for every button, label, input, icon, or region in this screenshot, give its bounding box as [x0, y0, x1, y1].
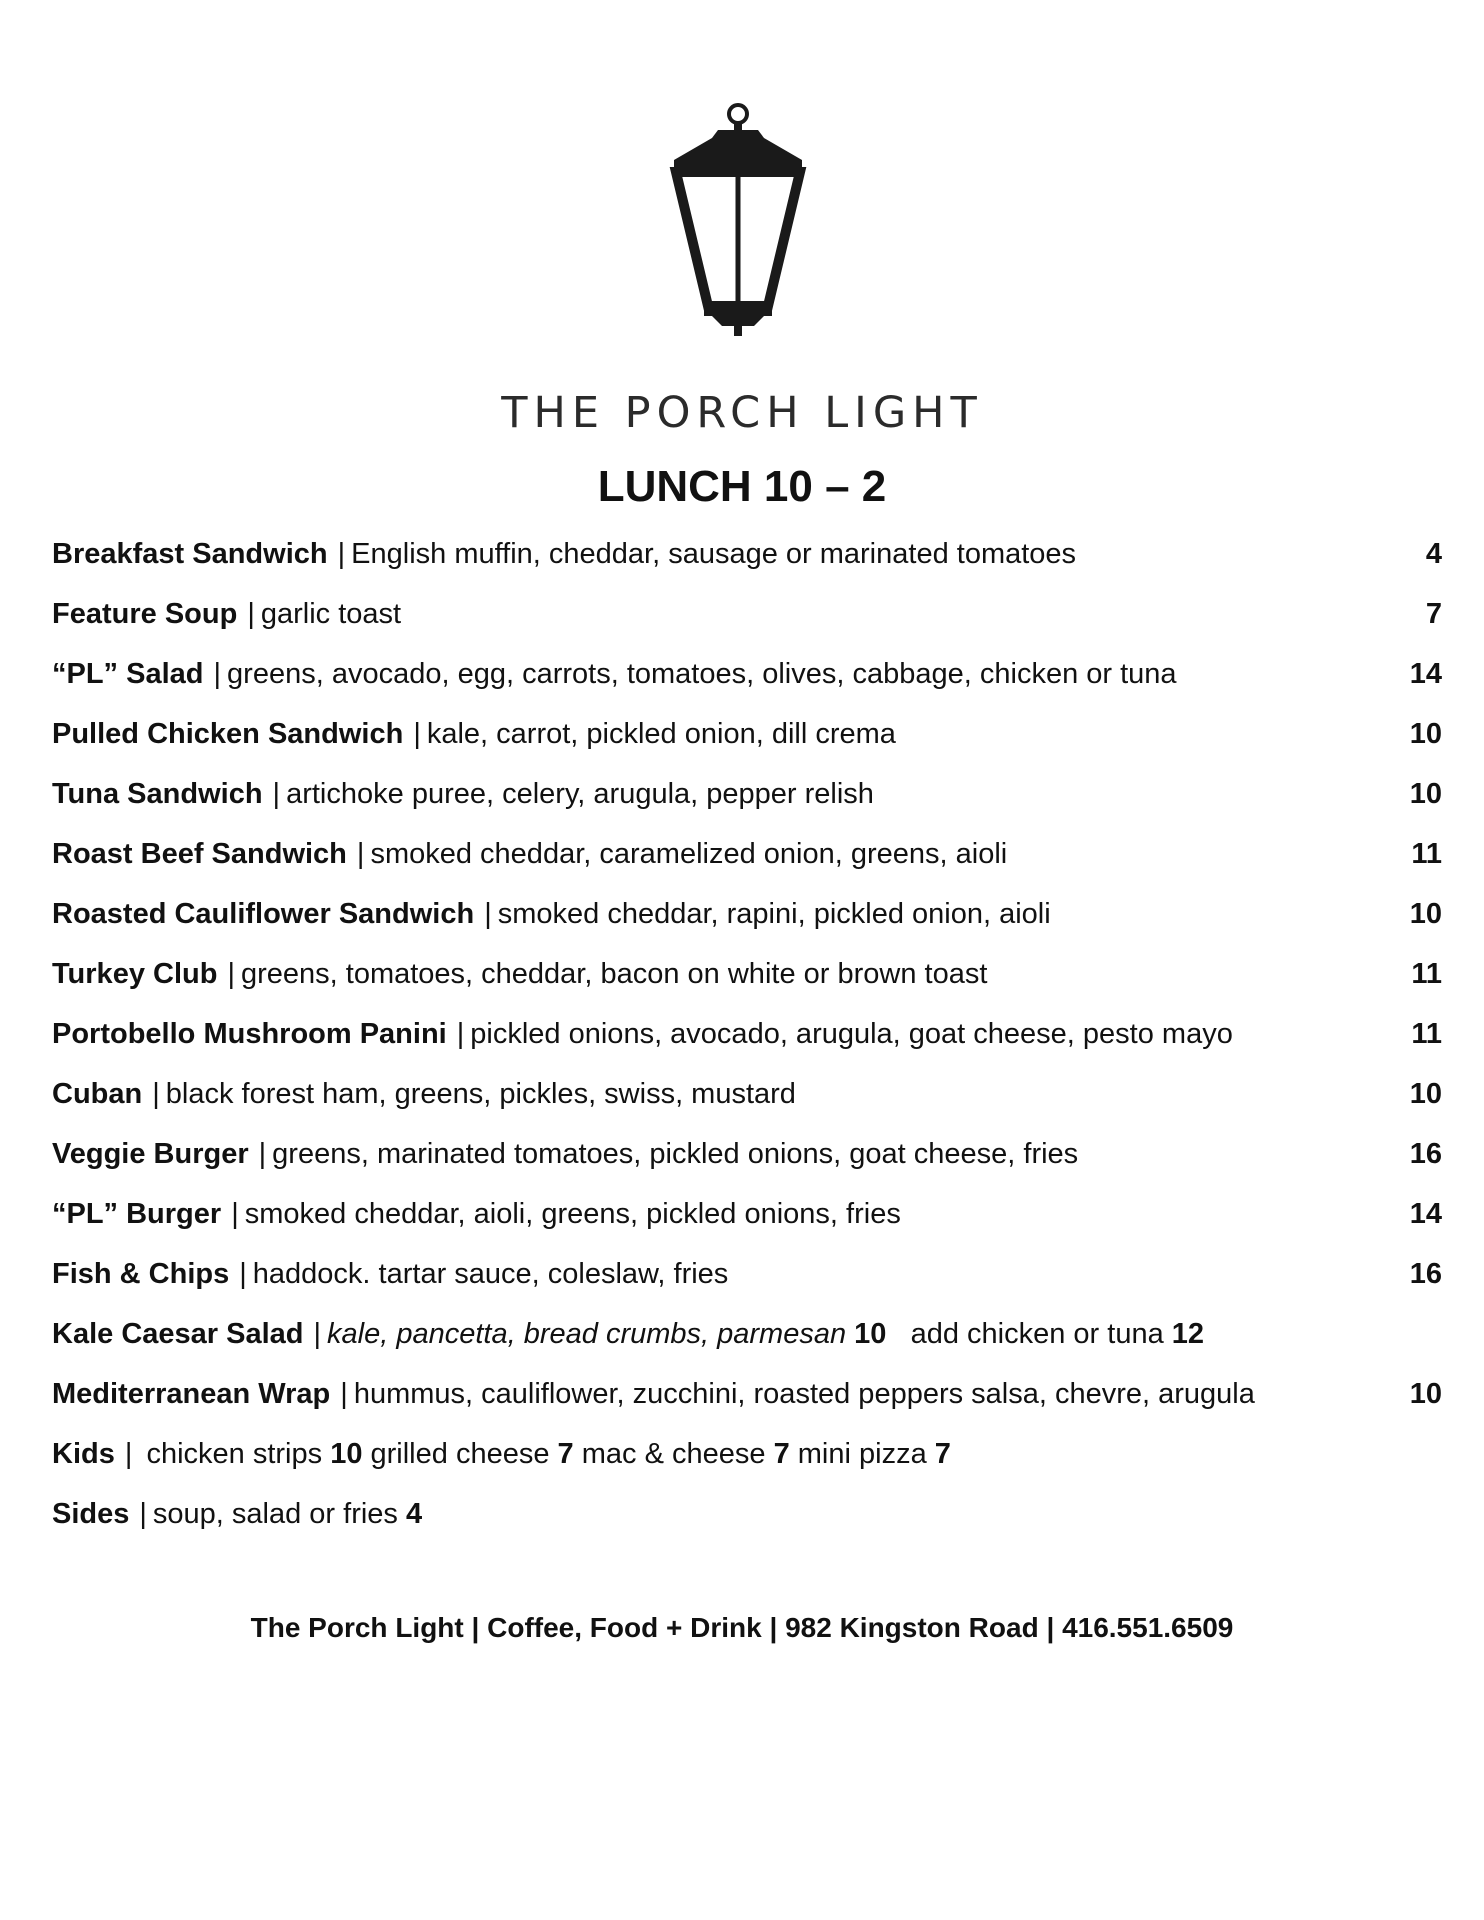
item-description: English muffin, cheddar, sausage or marinated tomatoes	[351, 538, 1077, 570]
item-price: 11	[1411, 958, 1442, 990]
kids-option-price: 7	[557, 1438, 574, 1470]
item-separator: |	[456, 1018, 465, 1050]
menu-item	[52, 832, 1442, 892]
item-price: 4	[406, 1498, 423, 1530]
item-description: soup, salad or fries	[152, 1498, 398, 1530]
item-description: garlic toast	[260, 598, 402, 630]
item-description: black forest ham, greens, pickles, swiss, mustard	[165, 1078, 796, 1110]
item-description: haddock. tartar sauce, coleslaw, fries	[252, 1258, 729, 1290]
item-price: 10	[1409, 898, 1442, 930]
item-price: 11	[1411, 1018, 1442, 1050]
footer-contact: The Porch Light | Coffee, Food + Drink | 982 Kingston Road | 416.551.6509	[250, 1612, 1234, 1643]
item-name: Veggie Burger	[52, 1138, 249, 1170]
menu-item	[52, 592, 1442, 652]
kids-option: chicken strips	[146, 1438, 323, 1470]
menu-item	[52, 892, 1442, 952]
menu-item	[52, 1132, 1442, 1192]
item-description: greens, tomatoes, cheddar, bacon on white or brown toast	[240, 958, 988, 990]
menu-item-kids	[52, 1432, 1442, 1492]
menu-item-kale-caesar	[52, 1312, 1442, 1372]
item-price: 14	[1409, 1198, 1442, 1230]
item-price: 4	[1425, 538, 1442, 570]
menu-list	[52, 532, 1442, 1552]
kids-option-price: 7	[934, 1438, 951, 1470]
item-price: 11	[1411, 838, 1442, 870]
item-separator: |	[247, 598, 255, 630]
item-description: smoked cheddar, aioli, greens, pickled onions, fries	[244, 1198, 901, 1230]
item-separator: |	[213, 658, 222, 690]
item-price: 10	[1409, 1078, 1442, 1110]
item-name: Fish & Chips	[52, 1258, 230, 1290]
item-separator: |	[413, 718, 421, 750]
item-price: 7	[1425, 598, 1442, 630]
item-description: hummus, cauliflower, zucchini, roasted peppers salsa, chevre, arugula	[353, 1378, 1255, 1410]
item-description: greens, marinated tomatoes, pickled onions, goat cheese, fries	[272, 1138, 1079, 1170]
item-name: Breakfast Sandwich	[52, 538, 328, 570]
item-name: “PL” Burger	[52, 1198, 222, 1230]
item-name: Feature Soup	[52, 598, 238, 630]
item-description: greens, avocado, egg, carrots, tomatoes, olives, cabbage, chicken or tuna	[227, 658, 1177, 690]
item-price: 10	[1409, 778, 1442, 810]
menu-item-sides	[52, 1492, 1442, 1552]
item-description: kale, carrot, pickled onion, dill crema	[426, 718, 896, 750]
menu-item	[52, 1012, 1442, 1072]
item-separator: |	[337, 538, 346, 570]
menu-item	[52, 1072, 1442, 1132]
item-name: Turkey Club	[52, 958, 218, 990]
menu-item	[52, 532, 1442, 592]
kids-option: mac & cheese	[581, 1438, 766, 1470]
kids-option: grilled cheese	[370, 1438, 550, 1470]
menu-item	[52, 1252, 1442, 1312]
item-name: Pulled Chicken Sandwich	[52, 718, 404, 750]
item-name: Portobello Mushroom Panini	[52, 1018, 447, 1050]
item-price: 10	[854, 1318, 887, 1350]
item-separator: |	[340, 1378, 348, 1410]
item-name: Kale Caesar Salad	[52, 1318, 304, 1350]
item-name: Mediterranean Wrap	[52, 1378, 331, 1410]
item-price: 16	[1409, 1258, 1442, 1290]
menu-title: LUNCH 10 – 2	[597, 462, 887, 511]
item-separator: |	[231, 1198, 239, 1230]
item-addon-price: 12	[1171, 1318, 1205, 1350]
kids-option-price: 7	[773, 1438, 790, 1470]
item-description: artichoke puree, celery, arugula, pepper relish	[286, 778, 874, 810]
item-separator: |	[313, 1318, 322, 1350]
item-description: smoked cheddar, rapini, pickled onion, aioli	[497, 898, 1051, 930]
kids-option-price: 10	[330, 1438, 363, 1470]
item-separator: |	[484, 898, 492, 930]
menu-item-mediterranean-wrap	[52, 1372, 1442, 1432]
menu-item	[52, 712, 1442, 772]
lantern-icon	[668, 100, 808, 340]
item-separator: |	[139, 1498, 147, 1530]
item-price: 14	[1409, 658, 1442, 690]
item-separator: |	[152, 1078, 160, 1110]
menu-item	[52, 952, 1442, 1012]
item-separator: |	[272, 778, 281, 810]
kids-option: mini pizza	[797, 1438, 927, 1470]
item-name: Kids	[52, 1438, 115, 1470]
item-name: Sides	[52, 1498, 130, 1530]
menu-item	[52, 772, 1442, 832]
item-price: 10	[1409, 718, 1442, 750]
item-separator: |	[124, 1438, 133, 1470]
item-name: Cuban	[52, 1078, 143, 1110]
item-name: Roast Beef Sandwich	[52, 838, 347, 870]
item-name: Roasted Cauliflower Sandwich	[52, 898, 475, 930]
item-separator: |	[258, 1138, 267, 1170]
item-description: kale, pancetta, bread crumbs, parmesan	[327, 1318, 847, 1350]
item-price: 16	[1409, 1138, 1442, 1170]
item-separator: |	[356, 838, 365, 870]
brand-name: THE PORCH LIGHT	[501, 388, 983, 438]
item-addon: add chicken or tuna	[910, 1318, 1164, 1350]
item-separator: |	[239, 1258, 247, 1290]
item-name: “PL” Salad	[52, 658, 204, 690]
item-description: pickled onions, avocado, arugula, goat cheese, pesto mayo	[470, 1018, 1233, 1050]
item-price: 10	[1409, 1378, 1442, 1410]
menu-item	[52, 652, 1442, 712]
menu-item	[52, 1192, 1442, 1252]
item-name: Tuna Sandwich	[52, 778, 263, 810]
item-separator: |	[227, 958, 235, 990]
item-description: smoked cheddar, caramelized onion, greens, aioli	[370, 838, 1008, 870]
